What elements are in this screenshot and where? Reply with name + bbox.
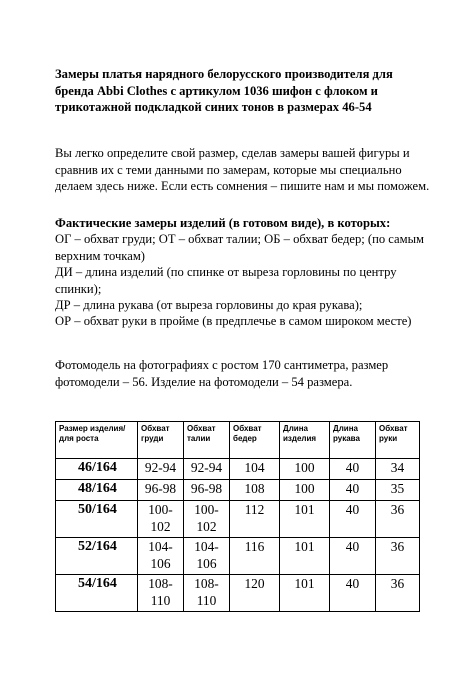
table-cell: 104 [230, 459, 280, 480]
table-cell: 36 [376, 575, 420, 612]
table-cell: 34 [376, 459, 420, 480]
model-note: Фотомодель на фотографиях с ростом 170 сантиметра, размер фотомодели – 56. Изделие на фотомодели – 54 размера. [55, 358, 389, 389]
table-cell: 100 [280, 480, 330, 501]
size-cell: 52/164 [56, 538, 138, 575]
table-cell: 92-94 [184, 459, 230, 480]
size-table [55, 421, 420, 612]
table-cell: 108-110 [184, 575, 230, 612]
table-cell: 104-106 [184, 538, 230, 575]
table-row [56, 575, 420, 612]
document-title: Замеры платья нарядного белорусского производителя для бренда Abbi Clothes с артикулом 1036 шифон с флоком и трикотажной подкладкой синих тонов в размерах 46-54 [55, 67, 393, 114]
table-cell: 112 [230, 501, 280, 538]
table-cell: 108 [230, 480, 280, 501]
table-cell: 100-102 [138, 501, 184, 538]
table-cell: 36 [376, 538, 420, 575]
intro-paragraph: Вы легко определите свой размер, сделав замеры вашей фигуры и сравнив их с теми данными по замерам, которые мы специально делаем здесь ниже. Если есть сомнения – пишите нам и мы поможем. [55, 146, 430, 194]
table-cell: 120 [230, 575, 280, 612]
definitions-block [55, 215, 440, 330]
table-cell: 108-110 [138, 575, 184, 612]
table-row [56, 501, 420, 538]
definition-line: ДИ – длина изделий (по спинке от выреза горловины по центру спинки); [55, 265, 397, 296]
table-cell: 101 [280, 538, 330, 575]
table-cell: 40 [330, 575, 376, 612]
header-cell-size: Размер изделия/для роста [56, 422, 138, 459]
table-cell: 101 [280, 501, 330, 538]
table-cell: 100-102 [184, 501, 230, 538]
table-row [56, 538, 420, 575]
table-row [56, 459, 420, 480]
table-cell: 100 [280, 459, 330, 480]
table-cell: 40 [330, 501, 376, 538]
table-cell: 101 [280, 575, 330, 612]
table-cell: 35 [376, 480, 420, 501]
table-cell: 104-106 [138, 538, 184, 575]
definition-line: ОГ – обхват груди; ОТ – обхват талии; ОБ – обхват бедер; (по самым верхним точкам) [55, 232, 425, 263]
table-cell: 40 [330, 459, 376, 480]
definition-line: ДР – длина рукава (от выреза горловины до края рукава); [55, 298, 363, 313]
table-header-row [56, 422, 420, 459]
table-row [56, 480, 420, 501]
table-cell: 96-98 [138, 480, 184, 501]
header-cell-hips: Обхват бедер [230, 422, 280, 459]
size-cell: 54/164 [56, 575, 138, 612]
table-cell: 40 [330, 480, 376, 501]
header-cell-sleeve: Длина рукава [330, 422, 376, 459]
header-cell-arm: Обхват руки [376, 422, 420, 459]
table-cell: 92-94 [138, 459, 184, 480]
size-cell: 50/164 [56, 501, 138, 538]
size-cell: 46/164 [56, 459, 138, 480]
definition-line: ОР – обхват руки в пройме (в предплечье в самом широком месте) [55, 314, 412, 329]
size-cell: 48/164 [56, 480, 138, 501]
definitions-heading: Фактические замеры изделий (в готовом виде), в которых: [55, 216, 391, 230]
header-cell-chest: Обхват груди [138, 422, 184, 459]
table-cell: 96-98 [184, 480, 230, 501]
table-cell: 40 [330, 538, 376, 575]
header-cell-waist: Обхват талии [184, 422, 230, 459]
table-cell: 116 [230, 538, 280, 575]
header-cell-length: Длина изделия [280, 422, 330, 459]
table-cell: 36 [376, 501, 420, 538]
